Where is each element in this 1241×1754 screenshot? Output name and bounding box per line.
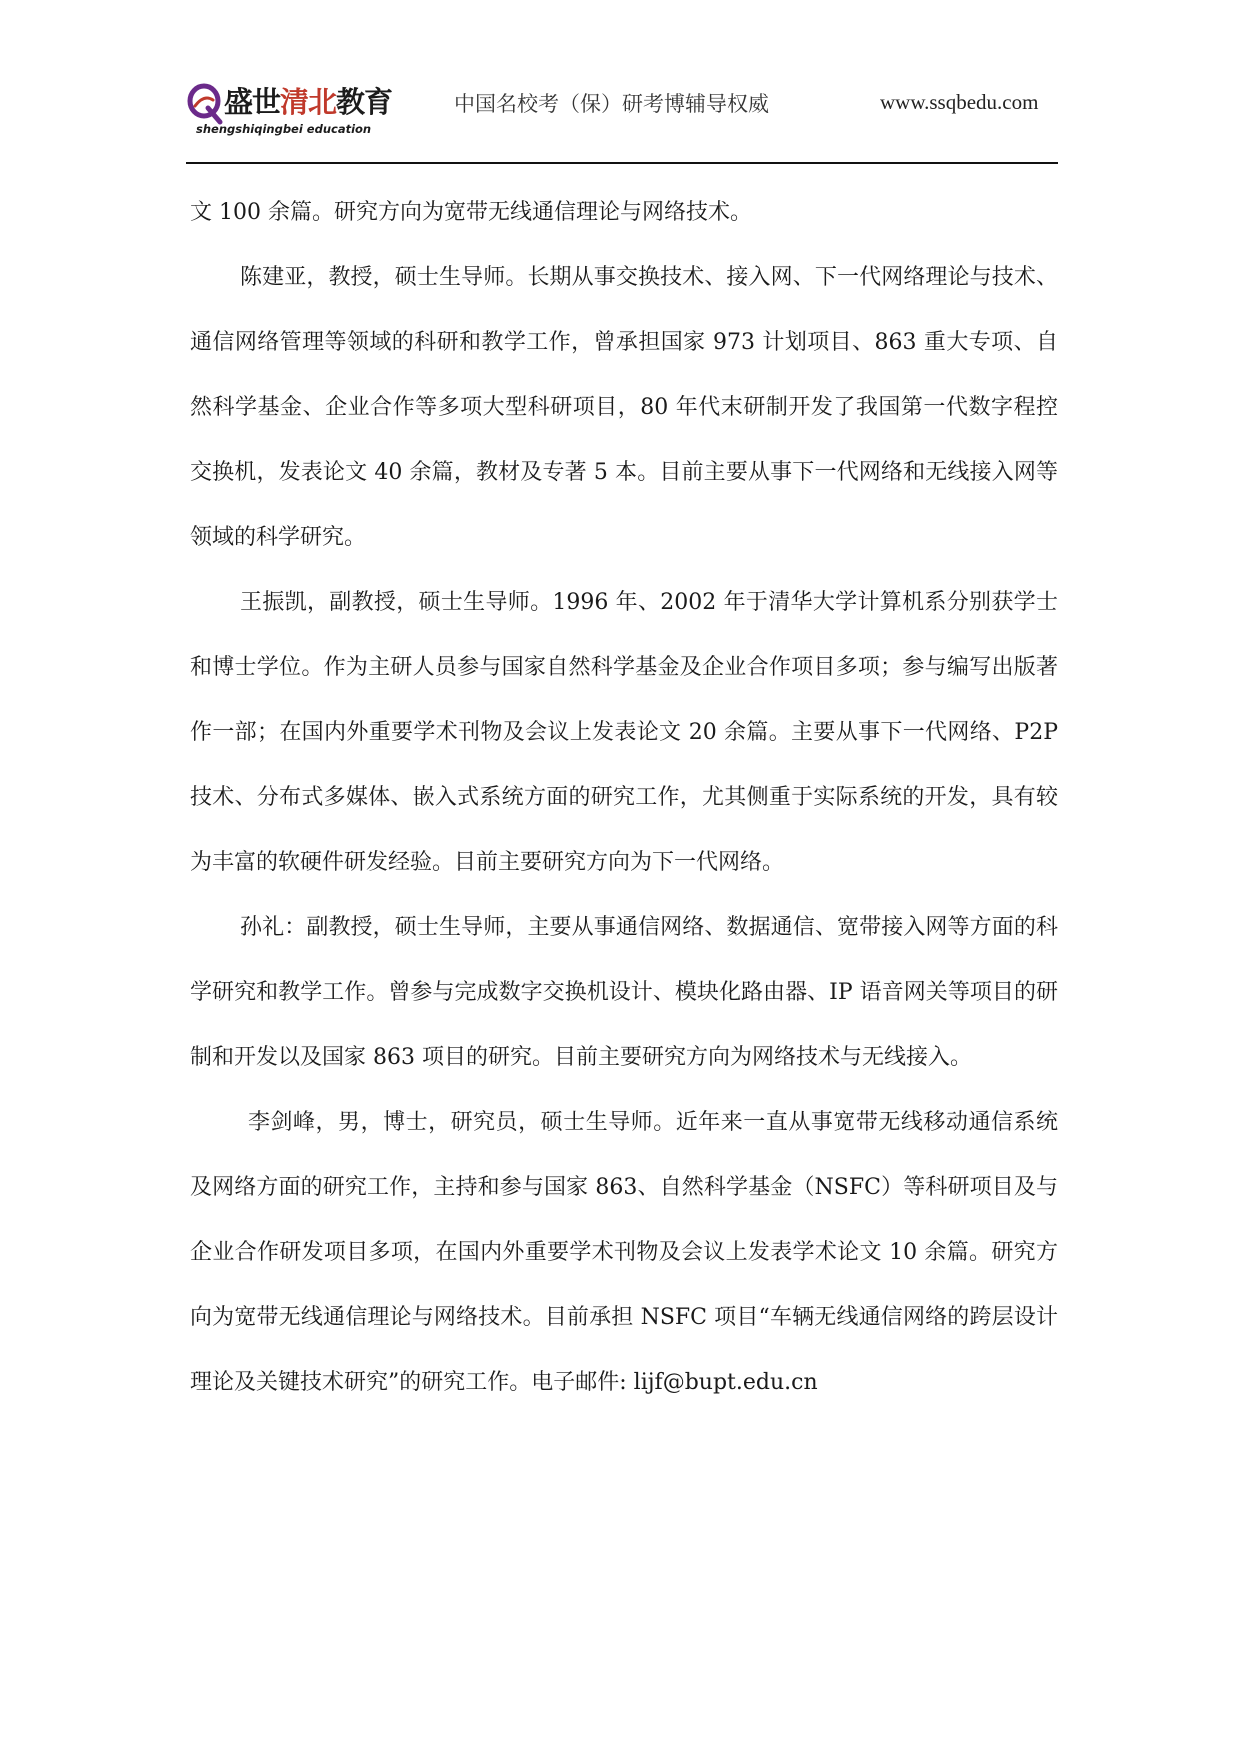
paragraph-wang-zhenkai: 王振凯，副教授，硕士生导师。1996 年、2002 年于清华大学计算机系分别获学士和博士学位。作为主研人员参与国家自然科学基金及企业合作项目多项；参与编写出版著作一部；在国内外重要学术刊物及会议上发表论文 20 余篇。主要从事下一代网络、P2P 技术、分布式多媒体、嵌入式系统方面的研究工作，尤其侧重于实际系统的开发，具有较为丰富的软硬件研发经验。目前主要研究方向为下一代网络。 — [190, 590, 1058, 875]
page-header — [0, 0, 1241, 170]
header-divider — [186, 162, 1058, 164]
paragraph-sun-li: 孙礼：副教授，硕士生导师，主要从事通信网络、数据通信、宽带接入网等方面的科学研究和教学工作。曾参与完成数字交换机设计、模块化路由器、IP 语音网关等项目的研制和开发以及国家 863 项目的研究。目前主要研究方向为网络技术与无线接入。 — [190, 915, 1058, 1070]
paragraph-chen-jianya: 陈建亚，教授，硕士生导师。长期从事交换技术、接入网、下一代网络理论与技术、通信网络管理等领域的科研和教学工作，曾承担国家 973 计划项目、863 重大专项、自然科学基金、企业合作等多项大型科研项目，80 年代末研制开发了我国第一代数字程控交换机，发表论文 40 余篇，教材及专著 5 本。目前主要从事下一代网络和无线接入网等领域的科学研究。 — [190, 265, 1058, 550]
paragraph-li-jianfeng: 李剑峰，男，博士，研究员，硕士生导师。近年来一直从事宽带无线移动通信系统及网络方面的研究工作，主持和参与国家 863、自然科学基金（NSFC）等科研项目及与企业合作研发项目多项，在国内外重要学术刊物及会议上发表学术论文 10 余篇。研究方向为宽带无线通信理论与网络技术。目前承担 NSFC 项目“车辆无线通信网络的跨层设计理论及关键技术研究”的研究工作。电子邮件: lijf@bupt.edu.cn — [190, 1110, 1058, 1395]
brand-prefix: 盛世 — [224, 85, 281, 119]
logo-mark-icon — [186, 82, 228, 126]
document-body — [190, 180, 1058, 1415]
brand-accent: 清北 — [280, 85, 337, 119]
header-tagline: 中国名校考（保）研考博辅导权威 — [454, 92, 769, 116]
brand-subtitle: shengshiqingbei education — [196, 122, 372, 136]
header-website: www.ssqbedu.com — [880, 90, 1039, 114]
paragraph-continuation: 文 100 余篇。研究方向为宽带无线通信理论与网络技术。 — [190, 200, 752, 225]
brand-suffix: 教育 — [336, 85, 393, 119]
brand-name — [224, 86, 392, 118]
brand-logo — [186, 82, 393, 140]
